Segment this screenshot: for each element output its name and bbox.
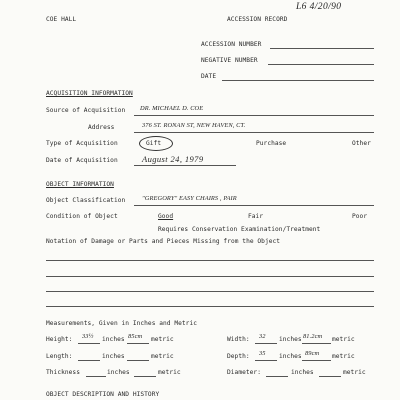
negative-number-label: NEGATIVE NUMBER: [201, 57, 258, 64]
type-option-other[interactable]: Other: [352, 140, 371, 147]
width-metric-word: metric: [332, 336, 355, 343]
condition-label: Condition of Object: [46, 213, 118, 220]
conservation-text: Requires Conservation Examination/Treatment: [158, 226, 321, 233]
height-label: Height:: [46, 336, 73, 343]
negative-number-line: [268, 64, 374, 65]
handwritten-note: L6 4/20/90: [296, 2, 342, 12]
classification-value: "GREGORY" EASY CHAIRS , PAIR: [142, 195, 237, 202]
width-label: Width:: [227, 336, 250, 343]
thickness-metric-word: metric: [158, 369, 181, 376]
width-inches-word: inches: [279, 336, 302, 343]
date-line: [222, 80, 374, 81]
date-of-acquisition-line: [134, 165, 236, 166]
depth-metric-value: 89cm: [305, 350, 320, 357]
diameter-label: Diameter:: [227, 369, 261, 376]
address-value: 376 ST. RONAN ST, NEW HAVEN, CT.: [142, 122, 246, 129]
height-metric-word: metric: [151, 336, 174, 343]
acquisition-section-title: ACQUISITION INFORMATION: [46, 90, 133, 97]
accession-number-line: [270, 48, 374, 49]
depth-inches-value: 35: [259, 350, 266, 357]
date-of-acquisition-value: August 24, 1979: [142, 154, 204, 164]
type-option-purchase[interactable]: Purchase: [256, 140, 287, 147]
height-metric-line: [127, 343, 149, 344]
date-label: DATE: [201, 73, 217, 80]
notation-line-2: [46, 276, 374, 277]
length-inches-word: inches: [102, 353, 125, 360]
length-inches-line: [78, 360, 100, 361]
notation-line-3: [46, 291, 374, 292]
diameter-metric-word: metric: [343, 369, 366, 376]
notation-label: Notation of Damage or Parts and Pieces Missing from the Object: [46, 238, 281, 245]
classification-label: Object Classification: [46, 197, 126, 204]
header-left-title: COE HALL: [46, 16, 77, 23]
source-label: Source of Acquisition: [46, 107, 126, 114]
width-inches-line: [255, 343, 277, 344]
thickness-inches-line: [86, 376, 106, 377]
depth-inches-word: inches: [279, 353, 302, 360]
width-metric-value: 81.2cm: [303, 333, 323, 340]
date-of-acquisition-label: Date of Acquisition: [46, 157, 118, 164]
address-label: Address: [88, 124, 115, 131]
condition-option-poor[interactable]: Poor: [352, 213, 368, 220]
condition-option-good[interactable]: Good: [158, 213, 174, 220]
measurements-title: Measurements, Given in Inches and Metric: [46, 320, 198, 327]
thickness-inches-word: inches: [107, 369, 130, 376]
accession-number-label: ACCESSION NUMBER: [201, 41, 262, 48]
diameter-inches-line: [266, 376, 288, 377]
depth-label: Depth:: [227, 353, 250, 360]
type-label: Type of Acquisition: [46, 140, 118, 147]
notation-line-1: [46, 260, 374, 261]
diameter-metric-line: [319, 376, 341, 377]
height-metric-value: 85cm: [128, 333, 143, 340]
depth-metric-word: metric: [332, 353, 355, 360]
length-metric-word: metric: [151, 353, 174, 360]
thickness-metric-line: [134, 376, 156, 377]
header-center-title: ACCESSION RECORD: [227, 16, 288, 23]
diameter-inches-word: inches: [291, 369, 314, 376]
depth-metric-line: [302, 360, 331, 361]
condition-option-fair[interactable]: Fair: [248, 213, 264, 220]
object-section-title: OBJECT INFORMATION: [46, 181, 114, 188]
height-inches-word: inches: [102, 336, 125, 343]
notation-line-4: [46, 306, 374, 307]
thickness-label: Thickness: [46, 369, 80, 376]
classification-line: [134, 205, 374, 206]
width-inches-value: 32: [259, 333, 266, 340]
length-metric-line: [127, 360, 149, 361]
width-metric-line: [302, 343, 331, 344]
address-line: [134, 132, 374, 133]
description-section-title: OBJECT DESCRIPTION AND HISTORY: [46, 391, 160, 398]
type-option-gift[interactable]: Gift: [146, 140, 162, 147]
source-line: [134, 115, 374, 116]
height-inches-line: [78, 343, 100, 344]
source-value: DR. MICHAEL D. COE: [140, 105, 204, 112]
height-inches-value: 33½: [82, 333, 94, 340]
depth-inches-line: [255, 360, 277, 361]
length-label: Length:: [46, 353, 73, 360]
